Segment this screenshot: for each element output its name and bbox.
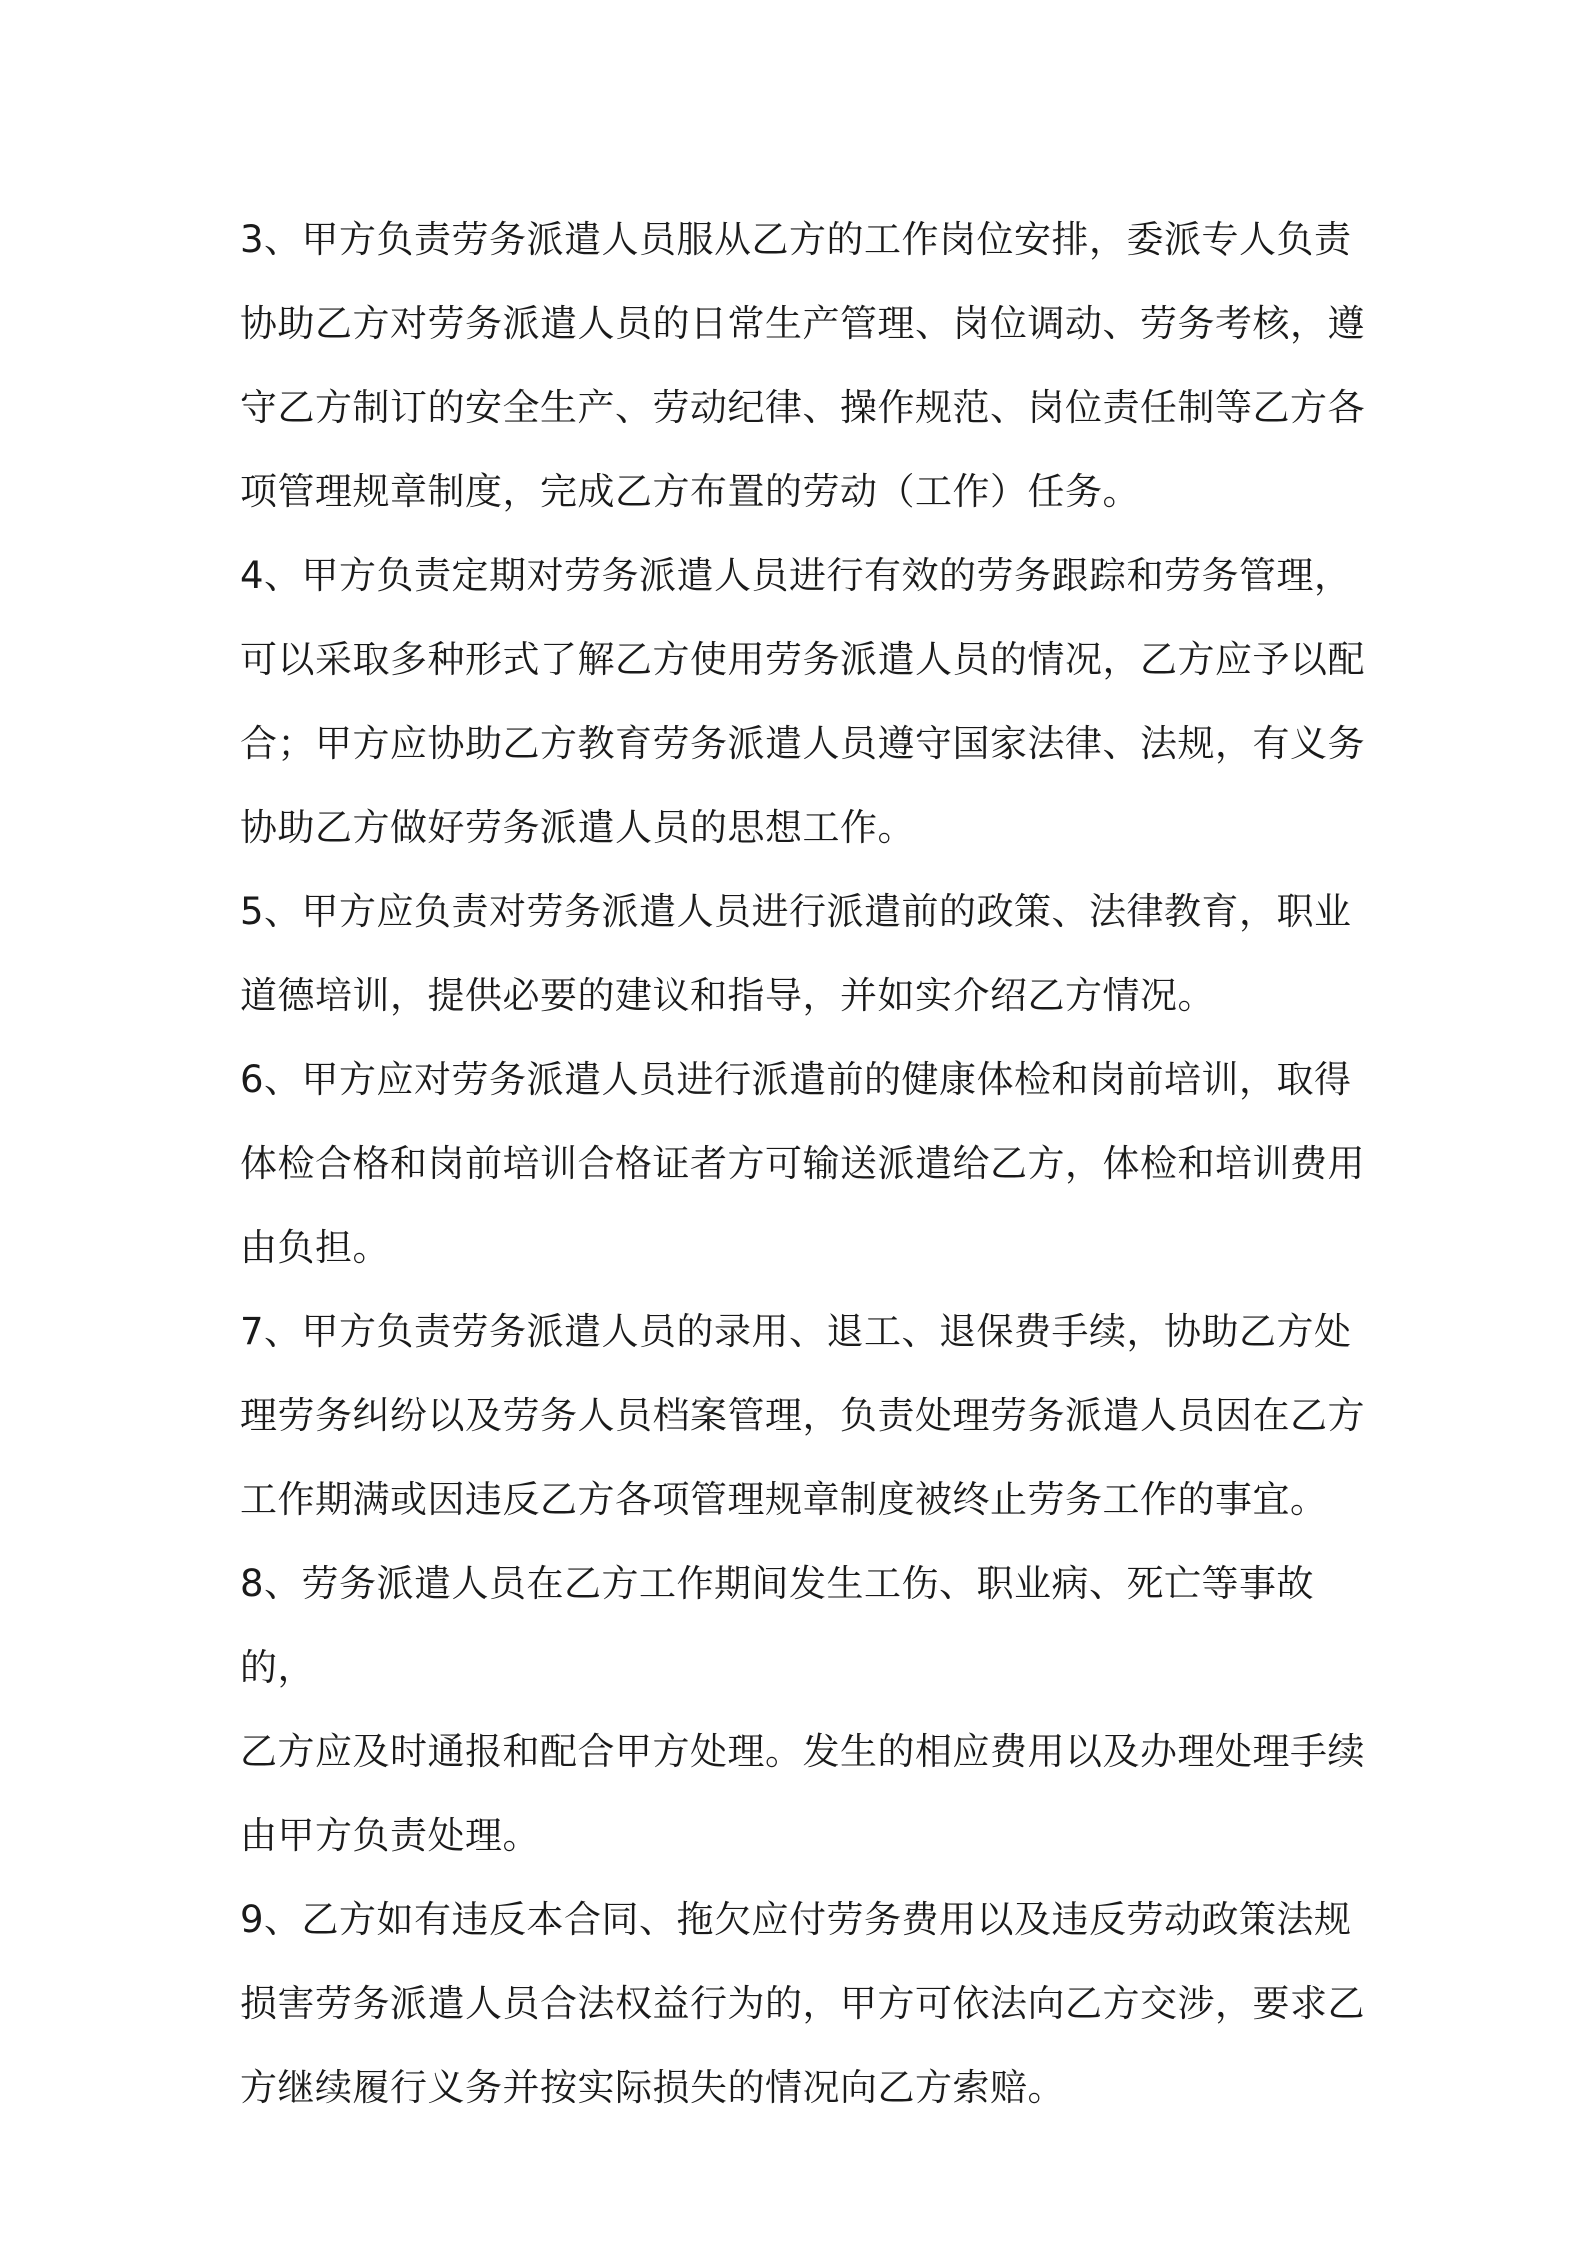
clause-6 bbox=[240, 1038, 1372, 1290]
clause-line: 6、甲方应对劳务派遣人员进行派遣前的健康体检和岗前培训，取得 bbox=[240, 1058, 1352, 1101]
clause-line: 方继续履行义务并按实际损失的情况向乙方索赔。 bbox=[240, 2066, 1065, 2109]
clause-line: 道德培训，提供必要的建议和指导，并如实介绍乙方情况。 bbox=[240, 974, 1215, 1017]
clause-line: 协助乙方做好劳务派遣人员的思想工作。 bbox=[240, 806, 915, 849]
clause-4 bbox=[240, 534, 1372, 870]
clause-line: 工作期满或因违反乙方各项管理规章制度被终止劳务工作的事宜。 bbox=[240, 1478, 1328, 1521]
clause-line: 由甲方负责处理。 bbox=[240, 1814, 540, 1857]
clause-line: 乙方应及时通报和配合甲方处理。发生的相应费用以及办理处理手续 bbox=[240, 1730, 1365, 1773]
clause-line: 损害劳务派遣人员合法权益行为的，甲方可依法向乙方交涉，要求乙 bbox=[240, 1982, 1365, 2025]
clause-line: 7、甲方负责劳务派遣人员的录用、退工、退保费手续，协助乙方处 bbox=[240, 1310, 1352, 1353]
clause-9 bbox=[240, 1878, 1372, 2130]
clause-line: 体检合格和岗前培训合格证者方可输送派遣给乙方，体检和培训费用 bbox=[240, 1142, 1365, 1185]
clause-line: 3、甲方负责劳务派遣人员服从乙方的工作岗位安排，委派专人负责 bbox=[240, 218, 1352, 261]
clause-line: 合；甲方应协助乙方教育劳务派遣人员遵守国家法律、法规，有义务 bbox=[240, 722, 1365, 765]
clause-line: 项管理规章制度，完成乙方布置的劳动（工作）任务。 bbox=[240, 470, 1140, 513]
clause-line: 理劳务纠纷以及劳务人员档案管理，负责处理劳务派遣人员因在乙方 bbox=[240, 1394, 1365, 1437]
clause-8 bbox=[240, 1542, 1372, 1878]
clause-line: 8、劳务派遣人员在乙方工作期间发生工伤、职业病、死亡等事故的， bbox=[240, 1562, 1315, 1689]
clause-3 bbox=[240, 198, 1372, 534]
clause-7 bbox=[240, 1290, 1372, 1542]
clause-5 bbox=[240, 870, 1372, 1038]
clause-line: 5、甲方应负责对劳务派遣人员进行派遣前的政策、法律教育，职业 bbox=[240, 890, 1352, 933]
clause-line: 守乙方制订的安全生产、劳动纪律、操作规范、岗位责任制等乙方各 bbox=[240, 386, 1365, 429]
clause-line: 由负担。 bbox=[240, 1226, 390, 1269]
clause-line: 4、甲方负责定期对劳务派遣人员进行有效的劳务跟踪和劳务管理， bbox=[240, 554, 1352, 597]
document-body bbox=[240, 198, 1372, 2130]
clause-line: 可以采取多种形式了解乙方使用劳务派遣人员的情况，乙方应予以配 bbox=[240, 638, 1365, 681]
clause-line: 9、乙方如有违反本合同、拖欠应付劳务费用以及违反劳动政策法规 bbox=[240, 1898, 1352, 1941]
clause-line: 协助乙方对劳务派遣人员的日常生产管理、岗位调动、劳务考核，遵 bbox=[240, 302, 1365, 345]
